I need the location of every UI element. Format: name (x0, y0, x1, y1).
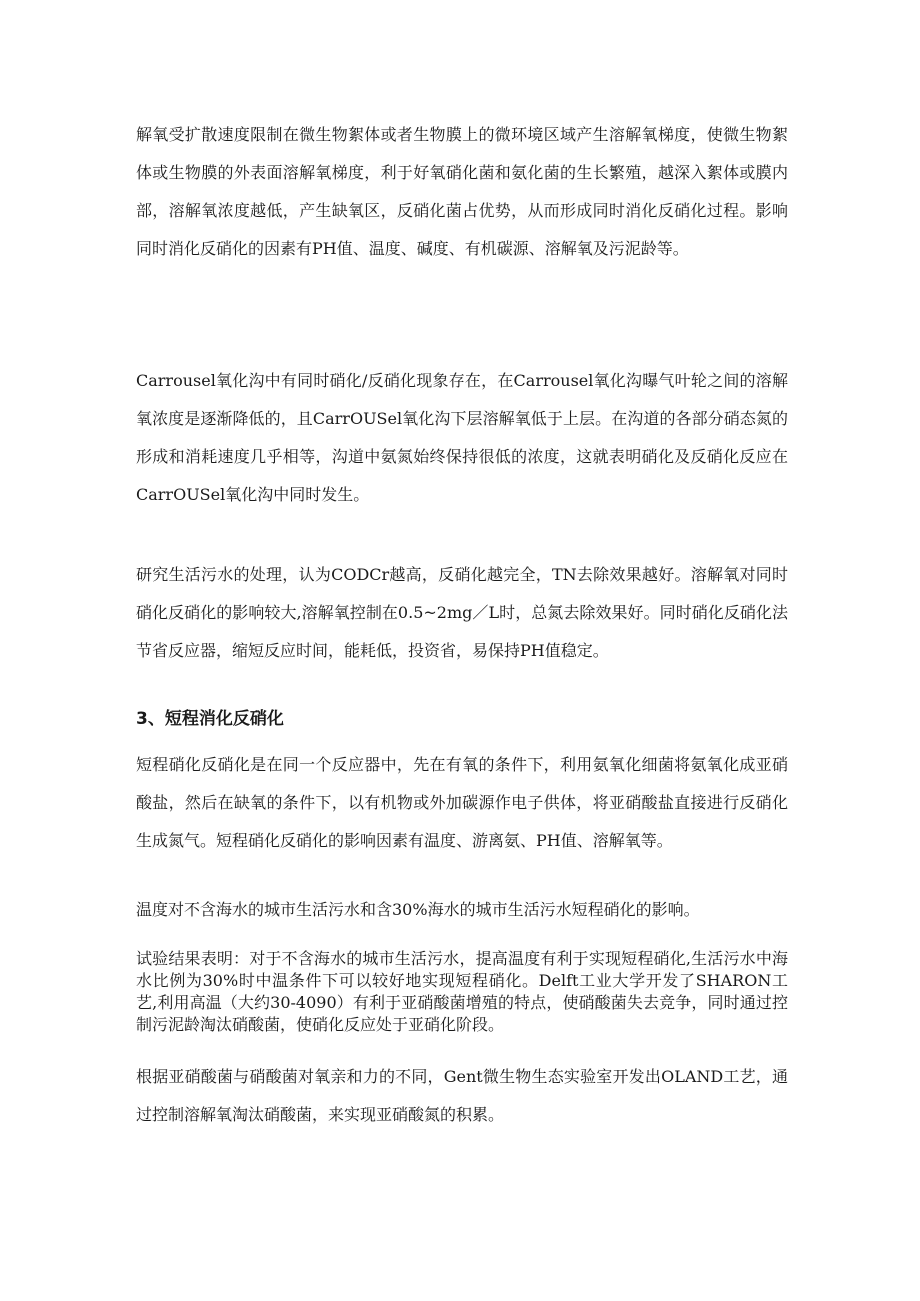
paragraph-experiment-results: 试验结果表明：对于不含海水的城市生活污水，提高温度有利于实现短程硝化,生活污水中海水比例为30%时中温条件下可以较好地实现短程硝化。Delft工业大学开发了SHARON工艺,利用高温（大约30-4090）有利于亚硝酸菌增殖的特点，使硝酸菌失去竞争，同时通过控制污泥龄淘汰硝酸菌，使硝化反应处于亚硝化阶段。 (136, 949, 788, 1034)
paragraph-carrousel-oxidation-ditch: Carrousel氧化沟中有同时硝化/反硝化现象存在，在Carrousel氧化沟曝气叶轮之间的溶解氧浓度是逐渐降低的，且CarrOUSel氧化沟下层溶解氧低于上层。在沟道的各部分硝态氮的形成和消耗速度几乎相等，沟道中氨氮始终保持很低的浓度，这就表明硝化及反硝化反应在CarrOUSel氧化沟中同时发生。 (136, 371, 788, 504)
paragraph-shortcut-nitrification-definition: 短程硝化反硝化是在同一个反应器中，先在有氧的条件下，利用氨氧化细菌将氨氧化成亚硝酸盐，然后在缺氧的条件下，以有机物或外加碳源作电子供体，将亚硝酸盐直接进行反硝化生成氮气。短程硝化反硝化的影响因素有温度、游离氨、PH值、溶解氧等。 (136, 755, 788, 850)
paragraph-domestic-sewage-study: 研究生活污水的处理，认为CODCr越高，反硝化越完全，TN去除效果越好。溶解氧对同时硝化反硝化的影响较大,溶解氧控制在0.5~2mg／L时，总氮去除效果好。同时硝化反硝化法节省反应器，缩短反应时间，能耗低，投资省，易保持PH值稳定。 (136, 565, 788, 660)
paragraph-simultaneous-nitrification-mechanism: 解氧受扩散速度限制在微生物絮体或者生物膜上的微环境区域产生溶解氧梯度，使微生物絮体或生物膜的外表面溶解氧梯度，利于好氧硝化菌和氨化菌的生长繁殖，越深入絮体或膜内部，溶解氧浓度越低，产生缺氧区，反硝化菌占优势，从而形成同时消化反硝化过程。影响同时消化反硝化的因素有PH值、温度、碱度、有机碳源、溶解氧及污泥龄等。 (136, 125, 788, 258)
paragraph-temperature-effect: 温度对不含海水的城市生活污水和含30%海水的城市生活污水短程硝化的影响。 (136, 900, 700, 919)
paragraph-oland-process: 根据亚硝酸菌与硝酸菌对氧亲和力的不同，Gent微生物生态实验室开发出OLAND工艺，通过控制溶解氧淘汰硝酸菌，来实现亚硝酸氮的积累。 (136, 1067, 788, 1124)
section-heading: 3、短程消化反硝化 (136, 709, 284, 729)
